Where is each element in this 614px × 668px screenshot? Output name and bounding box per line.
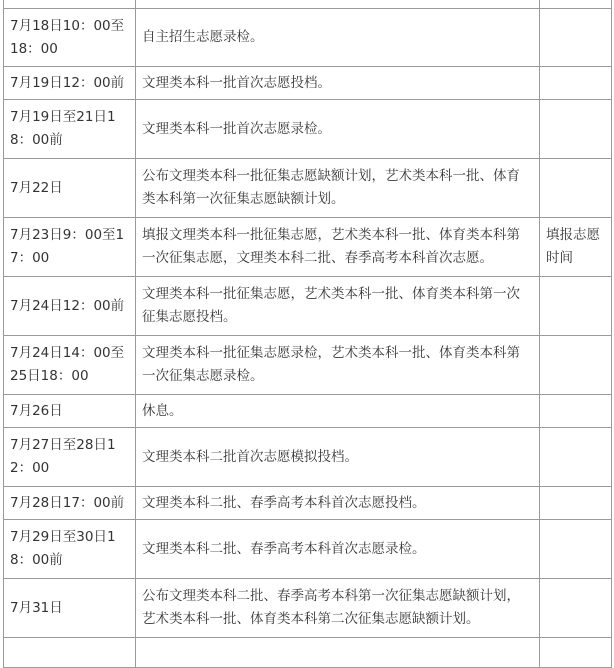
date-cell: 7月19日12：00前 <box>4 67 136 100</box>
note-cell <box>540 100 612 159</box>
date-cell: 7月23日9：00至17：00 <box>4 218 136 277</box>
event-cell <box>136 638 540 668</box>
date-cell: 7月28日17：00前 <box>4 487 136 520</box>
table-row <box>4 395 612 428</box>
note-cell <box>540 159 612 218</box>
event-cell <box>136 0 540 9</box>
date-cell: 7月26日 <box>4 395 136 428</box>
table-row <box>4 159 612 218</box>
table-row <box>4 579 612 638</box>
event-cell: 填报文理类本科一批征集志愿，艺术类本科一批、体育类本科第一次征集志愿，文理类本科二批、春季高考本科首次志愿。 <box>136 218 540 277</box>
note-cell <box>540 336 612 395</box>
table-row <box>4 67 612 100</box>
note-cell <box>540 9 612 67</box>
note-cell <box>540 395 612 428</box>
date-cell: 7月29日至30日18：00前 <box>4 520 136 579</box>
table-row <box>4 0 612 9</box>
note-cell <box>540 579 612 638</box>
note-cell <box>540 487 612 520</box>
table-row <box>4 336 612 395</box>
event-cell: 公布文理类本科二批、春季高考本科第一次征集志愿缺额计划，艺术类本科一批、体育类本科第二次征集志愿缺额计划。 <box>136 579 540 638</box>
event-cell: 文理类本科一批征集志愿录检，艺术类本科一批、体育类本科第一次征集志愿录检。 <box>136 336 540 395</box>
event-cell: 公布文理类本科一批征集志愿缺额计划，艺术类本科一批、体育类本科第一次征集志愿缺额计划。 <box>136 159 540 218</box>
date-cell: 7月24日12：00前 <box>4 277 136 336</box>
table-row <box>4 428 612 487</box>
date-cell <box>4 0 136 9</box>
table-row <box>4 100 612 159</box>
date-cell: 7月27日至28日12：00 <box>4 428 136 487</box>
event-cell: 文理类本科一批征集志愿，艺术类本科一批、体育类本科第一次征集志愿投档。 <box>136 277 540 336</box>
date-cell: 7月18日10：00至18：00 <box>4 9 136 67</box>
table-row <box>4 9 612 67</box>
note-cell <box>540 0 612 9</box>
date-cell: 7月24日14：00至25日18：00 <box>4 336 136 395</box>
note-cell <box>540 67 612 100</box>
event-cell: 自主招生志愿录检。 <box>136 9 540 67</box>
event-cell: 文理类本科二批首次志愿模拟投档。 <box>136 428 540 487</box>
event-cell: 文理类本科一批首次志愿投档。 <box>136 67 540 100</box>
date-cell: 7月22日 <box>4 159 136 218</box>
event-cell: 文理类本科一批首次志愿录检。 <box>136 100 540 159</box>
table-row <box>4 638 612 668</box>
event-cell: 文理类本科二批、春季高考本科首次志愿投档。 <box>136 487 540 520</box>
table-row <box>4 218 612 277</box>
date-cell: 7月19日至21日18：00前 <box>4 100 136 159</box>
note-cell <box>540 428 612 487</box>
note-cell <box>540 277 612 336</box>
event-cell: 文理类本科二批、春季高考本科首次志愿录检。 <box>136 520 540 579</box>
table-row <box>4 520 612 579</box>
date-cell: 7月31日 <box>4 579 136 638</box>
table-row <box>4 487 612 520</box>
note-cell <box>540 638 612 668</box>
note-cell: 填报志愿时间 <box>540 218 612 277</box>
date-cell <box>4 638 136 668</box>
event-cell: 休息。 <box>136 395 540 428</box>
note-cell <box>540 520 612 579</box>
admission-schedule-table <box>3 0 612 668</box>
table-row <box>4 277 612 336</box>
